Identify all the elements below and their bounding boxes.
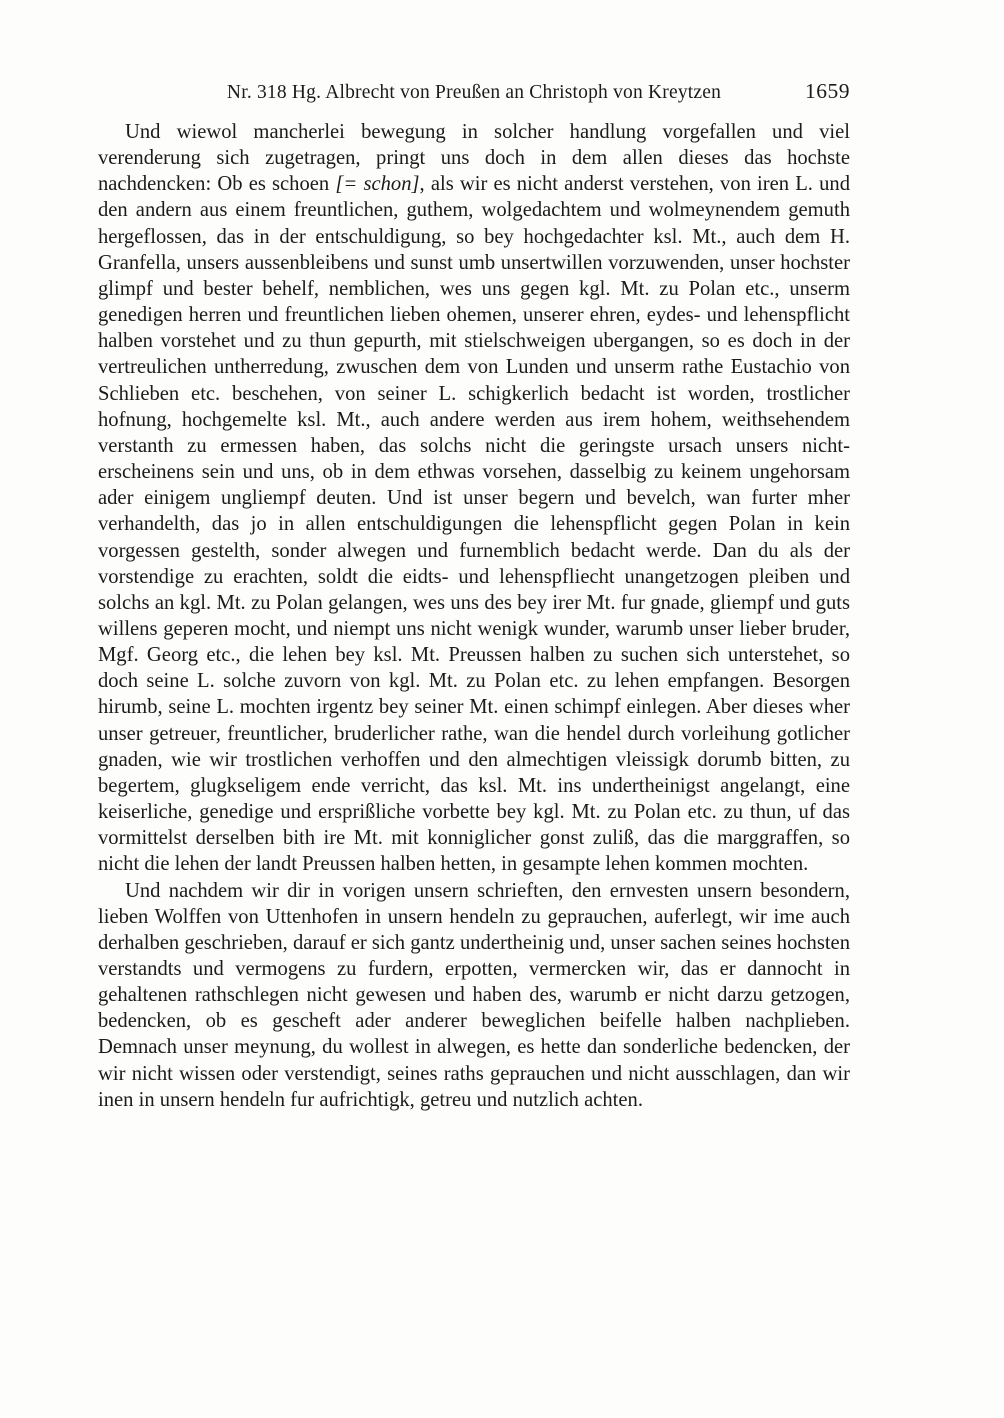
editorial-gloss: [= schon] <box>335 173 420 196</box>
running-header <box>98 79 850 110</box>
paragraph-1-text: Und wiewol mancherlei bewegung in solcher handlung vorgefallen und viel verenderung sich zugetragen, pringt uns doch in dem allen dieses das hochste nachdencken: Ob es schoen <box>98 121 850 196</box>
paragraph-1 <box>98 119 850 878</box>
page-number: 1659 <box>805 79 850 103</box>
letter-body <box>98 119 850 1113</box>
running-head-title: Nr. 318 Hg. Albrecht von Preußen an Christoph von Kreytzen <box>226 82 722 103</box>
paragraph-2 <box>98 878 850 1113</box>
paragraph-2-text: Und nachdem wir dir in vorigen unsern schrieften, den ernvesten unsern besondern, lieben Wolffen von Uttenhofen in unsern hendeln zu geprauchen, auferlegt, wir ime auch derhalben geschrieben, darauf er sich gantz undertheinig und, unser sachen seines hochsten verstandts und vermogens zu furdern, erpotten, vermercken wir, das er dannocht in gehaltenen rathschlegen nicht gewesen und haben des, warumb er nicht darzu getzogen, bedencken, ob es gescheft ader anderer beweglichen beifelle halben nachplieben. Demnach unser meynung, du wollest in alwegen, es hette dan sonderliche bedencken, der wir nicht wissen oder verstendigt, seines raths geprauchen und nicht ausschlagen, dan wir inen in unsern hendeln fur aufrichtigk, getreu und nutzlich achten. <box>98 879 850 1111</box>
paragraph-1-text-continued: , als wir es nicht anderst verstehen, von iren L. und den andern aus einem freuntlichen, guthem, wolgedachtem und wolmeynendem gemuth hergeflossen, das in der entschuldigung, so bey hochgedachter ksl. Mt., auch dem H. Granfella, unsers aussenbleibens und sunst umb unsertwillen vorzuwenden, unser hochster glimpf und bester behelf, nemblichen, wes uns gegen kgl. Mt. zu Polan etc., unserm genedigen herren und freuntlichen lieben ohemen, unserer ehren, eydes- und lehenspflicht halben vorstehet und zu thun gepurth, mit stielschweigen ubergangen, so es doch in der vertreulichen untherredung, zwuschen dem von Lunden und unserm rathe Eustachio von Schlieben etc. beschehen, von seiner L. schigkerlich bedacht ist worden, trostlicher hofnung, hochgemelte ksl. Mt., auch andere werden aus irem hohem, weithsehendem verstanth zu ermessen haben, das solchs nicht die geringste ursach unsers nicht-erscheinens sein und uns, ob in dem ethwas vorsehen, dasselbig zu keinem ungehorsam ader einigem ungliempf deuten. Und ist unser begern und bevelch, wan furter mher verhandelth, das jo in allen entschuldigungen die lehenspflicht gegen Polan in kein vorgessen gestelth, sonder alwegen und furnemblich bedacht werde. Dan du als der vorstendige zu erachten, soldt die eidts- und lehenspfliecht unangetzogen pleiben und solchs an kgl. Mt. zu Polan gelangen, wes uns des bey irer Mt. fur gnade, gliempf und guts willens geperen mocht, und niempt uns nicht wenigk wunder, warumb unser lieber bruder, Mgf. Georg etc., die lehen bey ksl. Mt. Preussen halben zu suchen sich unterstehet, so doch seine L. solche zuvorn von kgl. Mt. zu Polan etc. zu lehen empfangen. Besorgen hirumb, seine L. mochten irgentz bey seiner Mt. einen schimpf einlegen. Aber dieses wher unser getreuer, freuntlicher, bruderlicher rathe, wan die hendel durch vorleihung gotlicher gnaden, wie wir trostlichen verhoffen und den almechtigen vleissigk dorumb bitten, zu begertem, glugkseligem ende verricht, das ksl. Mt. ins undertheinigst angelangt, eine keiserliche, genedige und ersprißliche vorbette bey kgl. Mt. zu Polan etc. zu thun, uf das vormittelst derselben bith ire Mt. mit konniglicher gonst zuliß, das die marggraffen, so nicht die lehen der landt Preussen halben hetten, in gesampte lehen kommen mochten. <box>98 173 851 876</box>
